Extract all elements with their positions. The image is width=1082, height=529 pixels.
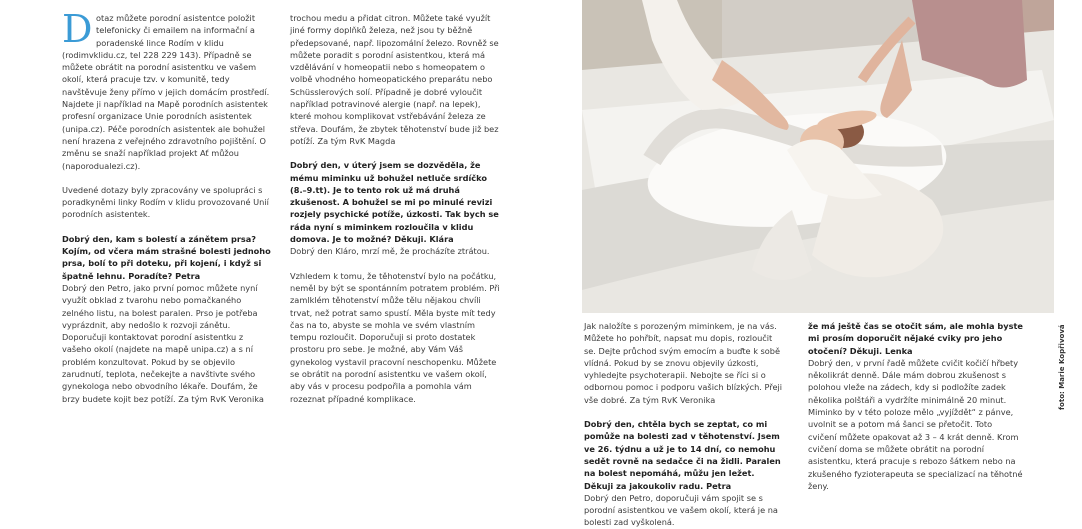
question-breast-pain: Dobrý den, kam s bolestí a zánětem prsa? Kojím, od včera mám strašné bolesti jednoho prsa, bolí to při doteku, při kojení, i když si špatně lehnu. Poradíte? Petra	[62, 233, 271, 281]
article-photo	[582, 0, 1054, 313]
answer-back-pain: Dobrý den Petro, doporučuji vám spojit se s porodní asistentkou ve vašem okolí, která je na bolesti zad vyškolená.	[584, 492, 778, 528]
drop-cap: D	[62, 7, 93, 51]
answer-miscarriage: Vzhledem k tomu, že těhotenství bylo na počátku, neměl by být se spontánním potratem problém. Při zamlklém těhotenství může tělu nějakou chvíli trvat, než potrat samo spustí. Měla byste mít tedy čas na to, abyste se mohla ve svém vlastním tempu rozloučit. Doporučuji si proto dostatek prostoru pro sebe. Je možné, aby Vám Váš gynekolog vystavil pracovní neschopenku. Můžete se obrátit na porodní asistentku ve vašem okolí, aby vás v procesu podpořila a pomohla vám rozeznat případné komplikace.	[290, 270, 500, 404]
column-4	[808, 320, 1023, 492]
column-1	[62, 7, 274, 405]
column-3	[584, 320, 784, 529]
question-breech: že má ještě čas se otočit sám, ale mohla byste mi prosím doporučit nějaké cviky pro jeho otočení? Děkuji. Lenka	[808, 321, 1023, 356]
answer-miscarriage-intro: Dobrý den Kláro, mrzí mě, že procházíte ztrátou.	[290, 246, 490, 257]
answer-miscarriage-continued: Jak naložíte s porozeným miminkem, je na vás. Můžete ho pohřbít, napsat mu dopis, rozloučit se. Dejte průchod svým emocím a buďte k sobě vlídná. Pokud by se znovu objevily úzkosti, vyhledejte psychoterapii. Nebojte se říci si o odbornou pomoc i podporu vašich blízkých. Přeji vše dobré. Za tým RvK Veronika	[584, 321, 783, 405]
question-miscarriage: Dobrý den, v úterý jsem se dozvěděla, že mému miminku už bohužel netluče srdíčko (8.–9.tt). Je to tento rok už má druhá zkušenost. A bohužel se mi po minulé revizi rozjely psychické potíže, úzkosti. Tak bych se ráda nyní s miminkem rozloučila v klidu domova. Je to možné? Děkuji. Klára	[290, 160, 499, 245]
column-2	[290, 12, 502, 405]
answer-iron-continued: trochou medu a přidat citron. Můžete také využít jiné formy doplňků železa, než jsou ty běžně předepsované, např. lipozomální železo. Rovněž se můžete poradit s porodní asistentkou, která má vzdělávání v homeopatii nebo s homeopatem o volbě vhodného homeopatického preparátu nebo Schüsslerových solí. Případně je dobré vyloučit například potravinové alergie (např. na lepek), které mohou komplikovat vstřebávání železa ze střeva. Doufám, že zbytek těhotenství bude již bez potíží. Za tým RvK Magda	[290, 13, 499, 146]
answer-breech: Dobrý den, v první řadě můžete cvičit kočičí hřbety několikrát denně. Dále mám dobrou zkušenost s polohou vleže na zádech, kdy si podložíte zadek několika polštáři a vydržíte minimálně 20 minut. Miminko by v této poloze mělo „vyjíždět“ z pánve, uvolnit se a potom má šanci se přetočit. Toto cvičení můžete opakovat až 3 – 4 krát denně. Krom cvičení doma se můžete obrátit na porodní asistentku, která pracuje s rebozo šátkem nebo na zkušeného fyzioterapeuta se specializací na těhotné ženy.	[808, 357, 1023, 491]
photo-illustration	[582, 0, 1054, 313]
intro-paragraph: Dotaz můžete porodní asistentce položit telefonicky či emailem na informační a poradenské lince Rodím v klidu (rodimvklidu.cz, tel 228 229 143). Případně se můžete obrátit na porodní asistentku ve vašem okolí, která pracuje tzv. v komunitě, tedy navštěvuje ženy přímo v jejich domácím prostředí. Najdete ji například na Mapě porodních asistentek profesní organizace Unie porodních asistentek (unipa.cz). Péče porodních asistentek ale bohužel není hrazena z veřejného zdravotního pojištění. O změnu se snaží například projekt Ať můžou (naporodualezi.cz).	[62, 7, 270, 171]
answer-breast-pain: Dobrý den Petro, jako první pomoc můžete nyní využít obklad z tvarohu nebo pomačkaného zelného listu, na bolest paralen. Prso je potřeba vyprázdnit, aby nedošlo k rozvoji zánětu. Doporučuji kontaktovat porodní asistentku z vašeho okolí (najdete na mapě unipa.cz) a s ní problém konzultovat. Pokud by se objevilo zarudnutí, teplota, nečekejte a navštivte svého gynekologa nebo obvodního lékaře. Doufám, že brzy budete kojit bez potíží. Za tým RvK Veronika	[62, 282, 264, 404]
question-back-pain: Dobrý den, chtěla bych se zeptat, co mi pomůže na bolesti zad v těhotenství. Jsem ve 26. týdnu a už je to 14 dní, co nemohu sedět rovně na sedačce či na židli. Paralen na bolest nepomáhá, můžu jen ležet. Děkuji za jakoukoliv radu. Petra	[584, 419, 781, 491]
source-note: Uvedené dotazy byly zpracovány ve spolupráci s poradkyněmi linky Rodím v klidu provozované Unií porodních asistentek.	[62, 184, 269, 220]
photo-credit: foto: Marie Kopřivová	[1058, 324, 1066, 410]
